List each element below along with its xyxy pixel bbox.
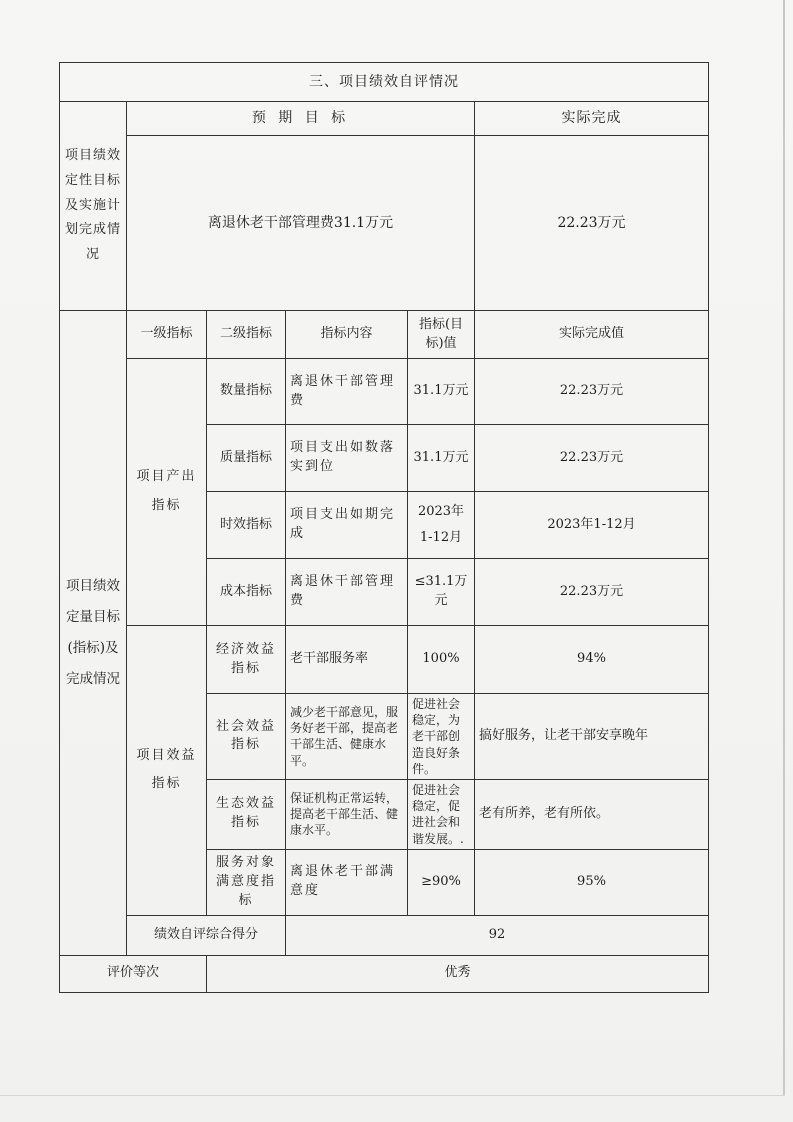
target-cell: 31.1万元 [408, 359, 475, 425]
level2-cell: 成本指标 [207, 559, 286, 626]
actual-cell: 老有所养，老有所依。 [475, 779, 709, 849]
actual-cell: 94% [475, 626, 709, 694]
actual-cell: 22.23万元 [475, 425, 709, 492]
actual-cell: 22.23万元 [475, 359, 709, 425]
content-cell: 离退休干部管理费 [286, 559, 408, 626]
content-cell: 保证机构正常运转，提高老干部生活、健康水平。 [286, 779, 408, 849]
level2-cell: 质量指标 [207, 425, 286, 492]
target-cell: 2023年1-12月 [408, 492, 475, 559]
level2-cell: 数量指标 [207, 359, 286, 425]
level2-cell: 经济效益指标 [207, 626, 286, 694]
score-label: 绩效自评综合得分 [127, 915, 286, 955]
performance-table [59, 62, 709, 993]
content-cell: 项目支出如数落实到位 [286, 425, 408, 492]
page-edge-shadow [783, 0, 785, 1095]
expected-goal-value: 离退休老干部管理费31.1万元 [127, 136, 475, 311]
level2-cell: 服务对象满意度指标 [207, 849, 286, 915]
grade-value: 优秀 [207, 955, 709, 992]
target-cell: ≤31.1万元 [408, 559, 475, 626]
actual-complete-header: 实际完成 [475, 102, 709, 136]
quantitative-label: 项目绩效定量目标(指标)及完成情况 [60, 311, 127, 956]
header-actual: 实际完成值 [475, 311, 709, 359]
content-cell: 离退休老干部满意度 [286, 849, 408, 915]
content-cell: 离退休干部管理费 [286, 359, 408, 425]
header-target: 指标(目标)值 [408, 311, 475, 359]
grade-label: 评价等次 [60, 955, 207, 992]
actual-cell: 2023年1-12月 [475, 492, 709, 559]
actual-complete-value: 22.23万元 [475, 136, 709, 311]
content-cell: 项目支出如期完成 [286, 492, 408, 559]
expected-goal-header: 预 期 目 标 [127, 102, 475, 136]
header-level2: 二级指标 [207, 311, 286, 359]
level2-cell: 生态效益指标 [207, 779, 286, 849]
target-cell: 促进社会稳定，为老干部创造良好条件。 [408, 694, 475, 780]
content-cell: 老干部服务率 [286, 626, 408, 694]
level2-cell: 社会效益指标 [207, 694, 286, 780]
content-cell: 减少老干部意见，服务好老干部，提高老干部生活、健康水平。 [286, 694, 408, 780]
header-level1: 一级指标 [127, 311, 207, 359]
actual-cell: 22.23万元 [475, 559, 709, 626]
target-cell: 100% [408, 626, 475, 694]
qualitative-label: 项目绩效定性目标及实施计划完成情况 [60, 102, 127, 311]
score-value: 92 [286, 915, 709, 955]
level2-cell: 时效指标 [207, 492, 286, 559]
header-content: 指标内容 [286, 311, 408, 359]
target-cell: ≥90% [408, 849, 475, 915]
target-cell: 31.1万元 [408, 425, 475, 492]
actual-cell: 95% [475, 849, 709, 915]
level1-output: 项目产出指标 [127, 359, 207, 626]
section-title: 三、项目绩效自评情况 [60, 63, 709, 102]
target-cell: 促进社会稳定，促进社会和谐发展。. [408, 779, 475, 849]
level1-benefit: 项目效益指标 [127, 626, 207, 916]
page-edge-bottom [0, 1095, 785, 1096]
actual-cell: 搞好服务，让老干部安享晚年 [475, 694, 709, 780]
